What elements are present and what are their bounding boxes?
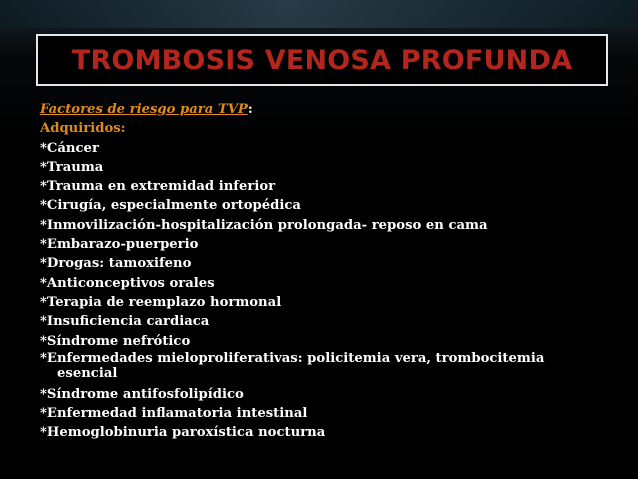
slide-title: TROMBOSIS VENOSA PROFUNDA [71, 44, 573, 76]
heading-line [40, 100, 620, 119]
list-item: *Drogas: tamoxifeno [40, 256, 192, 272]
list-item: *Síndrome nefrótico [40, 333, 191, 349]
list-item: *Cirugía, especialmente ortopédica [40, 198, 301, 214]
list-item: *Trauma en extremidad inferior [40, 179, 276, 195]
heading-link[interactable]: Factores de riesgo para TVP [40, 102, 248, 117]
content-list [40, 100, 620, 443]
list-item-wrapped [40, 351, 620, 381]
list-item: *Embarazo-puerperio [40, 237, 199, 253]
wrapped-line-1: *Enfermedades mieloproliferativas: policitemia vera, trombocitemia [40, 350, 545, 366]
wrapped-line-2: esencial [57, 365, 118, 381]
list-item: *Inmovilización-hospitalización prolongada- reposo en cama [40, 217, 488, 233]
list-item: *Terapia de reemplazo hormonal [40, 294, 282, 310]
list-item: *Insuficiencia cardiaca [40, 314, 210, 330]
heading-colon: : [247, 102, 253, 117]
list-item: *Trauma [40, 159, 104, 175]
list-item: *Hemoglobinuria paroxística nocturna [40, 425, 326, 441]
list-item: *Enfermedad inflamatoria intestinal [40, 406, 308, 422]
list-item: *Cáncer [40, 140, 99, 156]
list-item: *Anticonceptivos orales [40, 275, 215, 291]
top-decorative-band [0, 0, 638, 28]
title-box [36, 34, 608, 86]
subheading: Adquiridos: [40, 121, 126, 137]
list-item: *Síndrome antifosfolipídico [40, 386, 244, 402]
